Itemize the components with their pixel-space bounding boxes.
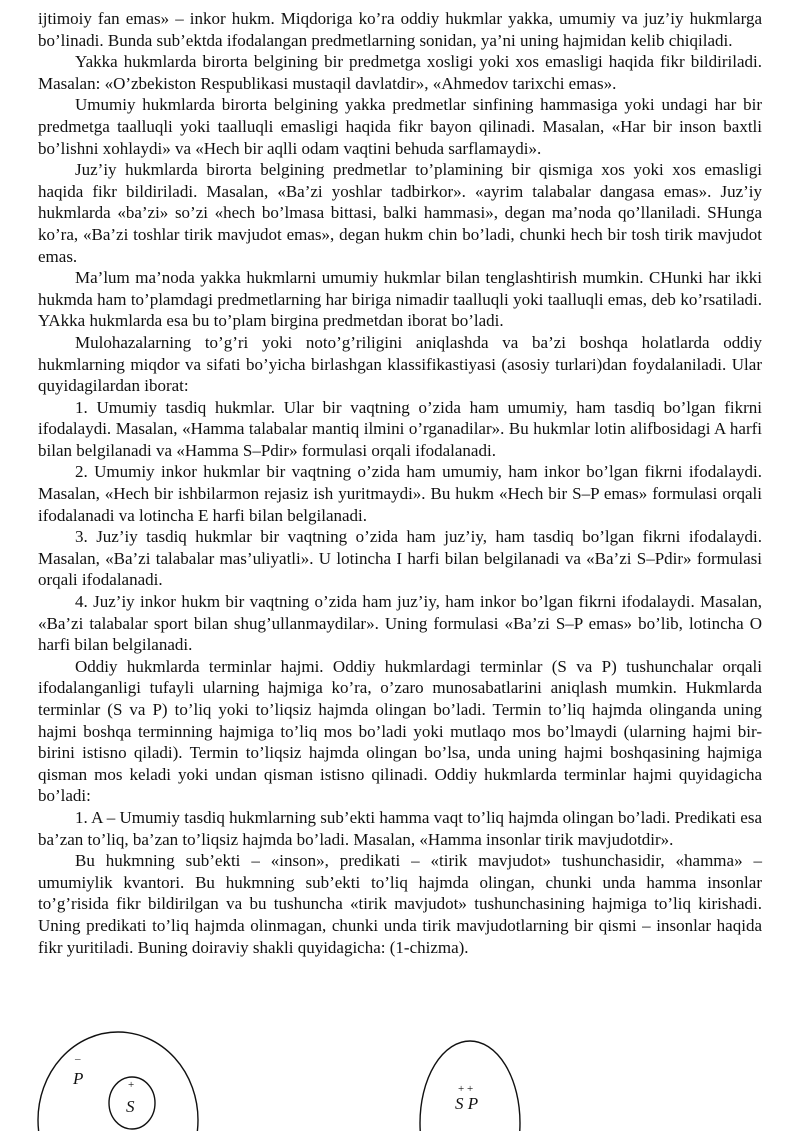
paragraph: Ma’lum ma’noda yakka hukmlarni umumiy hukmlar bilan tenglashtirish mumkin. CHunki har ikki hukmda ham to’plamdagi predmetlarning har biriga nimadir taalluqli yoki taalluqli emas, deb ko’rsatiladi. YAkka hukmlarda esa bu to’plam birgina predmetdan iborat bo’ladi. [38,268,762,331]
paragraph: 2. Umumiy inkor hukmlar bir vaqtning o’zida ham umumiy, ham inkor bo’lgan fikrni ifodalaydi. Masalan, «Hech bir ishbilarmon rejasiz ish yuritmaydi». Bu hukm «Hech bir S–P emas» formulasi orqali ifodalanadi va lotincha E harfi bilan belgilanadi. [38,462,762,525]
paragraph: 4. Juz’iy inkor hukm bir vaqtning o’zida ham juz’iy, ham inkor bo’lgan fikrni ifodalaydi. Masalan, «Ba’zi talabalar sport bilan shug’ullanmaydilar». Uning formulasi «Ba’zi S–P emas» bo’lib, lotincha O harfi bilan belgilanadi. [38,592,762,655]
paragraph: Yakka hukmlarda birorta belgining bir predmetga xosligi yoki xos emasligi haqida fikr bildiriladi. Masalan: «O’zbekiston Respublikasi mustaqil davlatdir», «Ahmedov tarixchi emas». [38,52,762,93]
paragraph: 3. Juz’iy tasdiq hukmlar bir vaqtning o’zida ham juz’iy, ham tasdiq bo’lgan fikrni ifodalaydi. Masalan, «Ba’zi talabalar mas’uliyatli». U lotincha I harfi bilan belgilanadi va «Ba’zi S–Pdir» formulasi orqali ifodalanadi. [38,527,762,590]
sp-label: S P [455,1094,479,1113]
paragraph: Oddiy hukmlarda terminlar hajmi. Oddiy hukmlardagi terminlar (S va P) tushunchalar orqali ifodalanganligi tufayli ularning hajmiga ko’ra, o’zaro munosabatlarini aniqlash mumkin. Hukmlarda terminlar (S va P) to’liq yoki to’liqsiz hajmda olingan bo’ladi. Termin to’liq hajmda olinganda uning hajmi boshqa terminning hajmiga to’liq mos bo’ladi yoki mutlaqo mos bo’lmaydi (ularning hajmi bir-birini istisno qiladi). Termin to’liqsiz hajmda olingan bo’lsa, unda uning hajmi boshqasining hajmiga qisman mos keladi yoki undan qisman istisno qilinadi. Oddiy hukmlarda terminlar hajmi quyidagicha bo’ladi: [38,656,762,806]
circle-diagram [0,1025,800,1131]
paragraph: Juz’iy hukmlarda birorta belgining predmetlar to’plamining bir qismiga xos yoki xos emasligi haqida fikr bildiriladi. Masalan, «Ba’zi yoshlar tadbirkor». «ayrim talabalar dangasa emas». Juz’iy hukmlarda «ba’zi» so’zi «hech bo’lmasa bittasi, balki hammasi», degan ma’noda qo’llaniladi. SHunga ko’ra, «Ba’zi toshlar tirik mavjudot emas», degan hukm chin bo’ladi, chunki hech bir tosh tirik mavjudot emas. [38,160,762,266]
paragraph: 1. Umumiy tasdiq hukmlar. Ular bir vaqtning o’zida ham umumiy, ham tasdiq bo’lgan fikrni ifodalaydi. Masalan, «Hamma talabalar mantiq ilmini o’rganadilar». Bu hukmlar lotin alifbosidagi A harfi bilan belgilanadi va «Hamma S–Pdir» formulasi orqali ifodalanadi. [38,397,762,460]
paragraph: Bu hukmning sub’ekti – «inson», predikati – «tirik mavjudot» tushunchasidir, «hamma» – umumiylik kvantori. Bu hukmning sub’ekti to’liq hajmda olingan, chunki unda hamma insonlar to’g’risida fikr bildirilgan va bu tushuncha «tirik mavjudot» tushunchasining hajmiga to’liq kirishadi. Uning predikati to’liq hajmda olinmagan, chunki unda tirik mavjudotlarning bir qismi – insonlar haqida fikr yuritiladi. Buning doiraviy shakli quyidagicha: (1-chizma). [38,851,762,957]
paragraph: ijtimoiy fan emas» – inkor hukm. Miqdoriga ko’ra oddiy hukmlar yakka, umumiy va juz’iy hukmlarga bo’linadi. Bunda sub’ektda ifodalangan predmetlarning sonidan, ya’ni uning hajmidan kelib chiqiladi. [38,9,762,50]
paragraph: Mulohazalarning to’g’ri yoki noto’g’riligini aniqlashda va ba’zi boshqa holatlarda oddiy hukmlarning miqdor va sifati bo’yicha birlashgan klassifikastiyasi (asosiy turlari)dan foydalaniladi. Ular quyidagilardan iborat: [38,332,762,396]
predicate-label: P [73,1069,84,1088]
subject-label: S [126,1097,135,1116]
paragraph: Umumiy hukmlarda birorta belgining yakka predmetlar sinfining hammasiga yoki undagi har bir predmetga taalluqli yoki taalluqli emasligi haqida fikr bayon qilinadi. Masalan, «Har bir inson baxtli bo’lishni xohlaydi» va «Hech bir aqlli odam vaqtini behuda sarflamaydi». [38,95,762,158]
predicate-mark: – [75,1053,81,1065]
document-body [38,8,762,958]
sp-marks: + + [458,1083,474,1095]
subject-mark: + [128,1079,135,1091]
circle-diagram-figure [0,1025,800,1131]
paragraph: 1. A – Umumiy tasdiq hukmlarning sub’ekti hamma vaqt to’liq hajmda olingan bo’ladi. Predikati esa ba’zan to’liq, ba’zan to’liqsiz hajmda bo’ladi. Masalan, «Hamma insonlar tirik mavjudotdir». [38,807,762,849]
